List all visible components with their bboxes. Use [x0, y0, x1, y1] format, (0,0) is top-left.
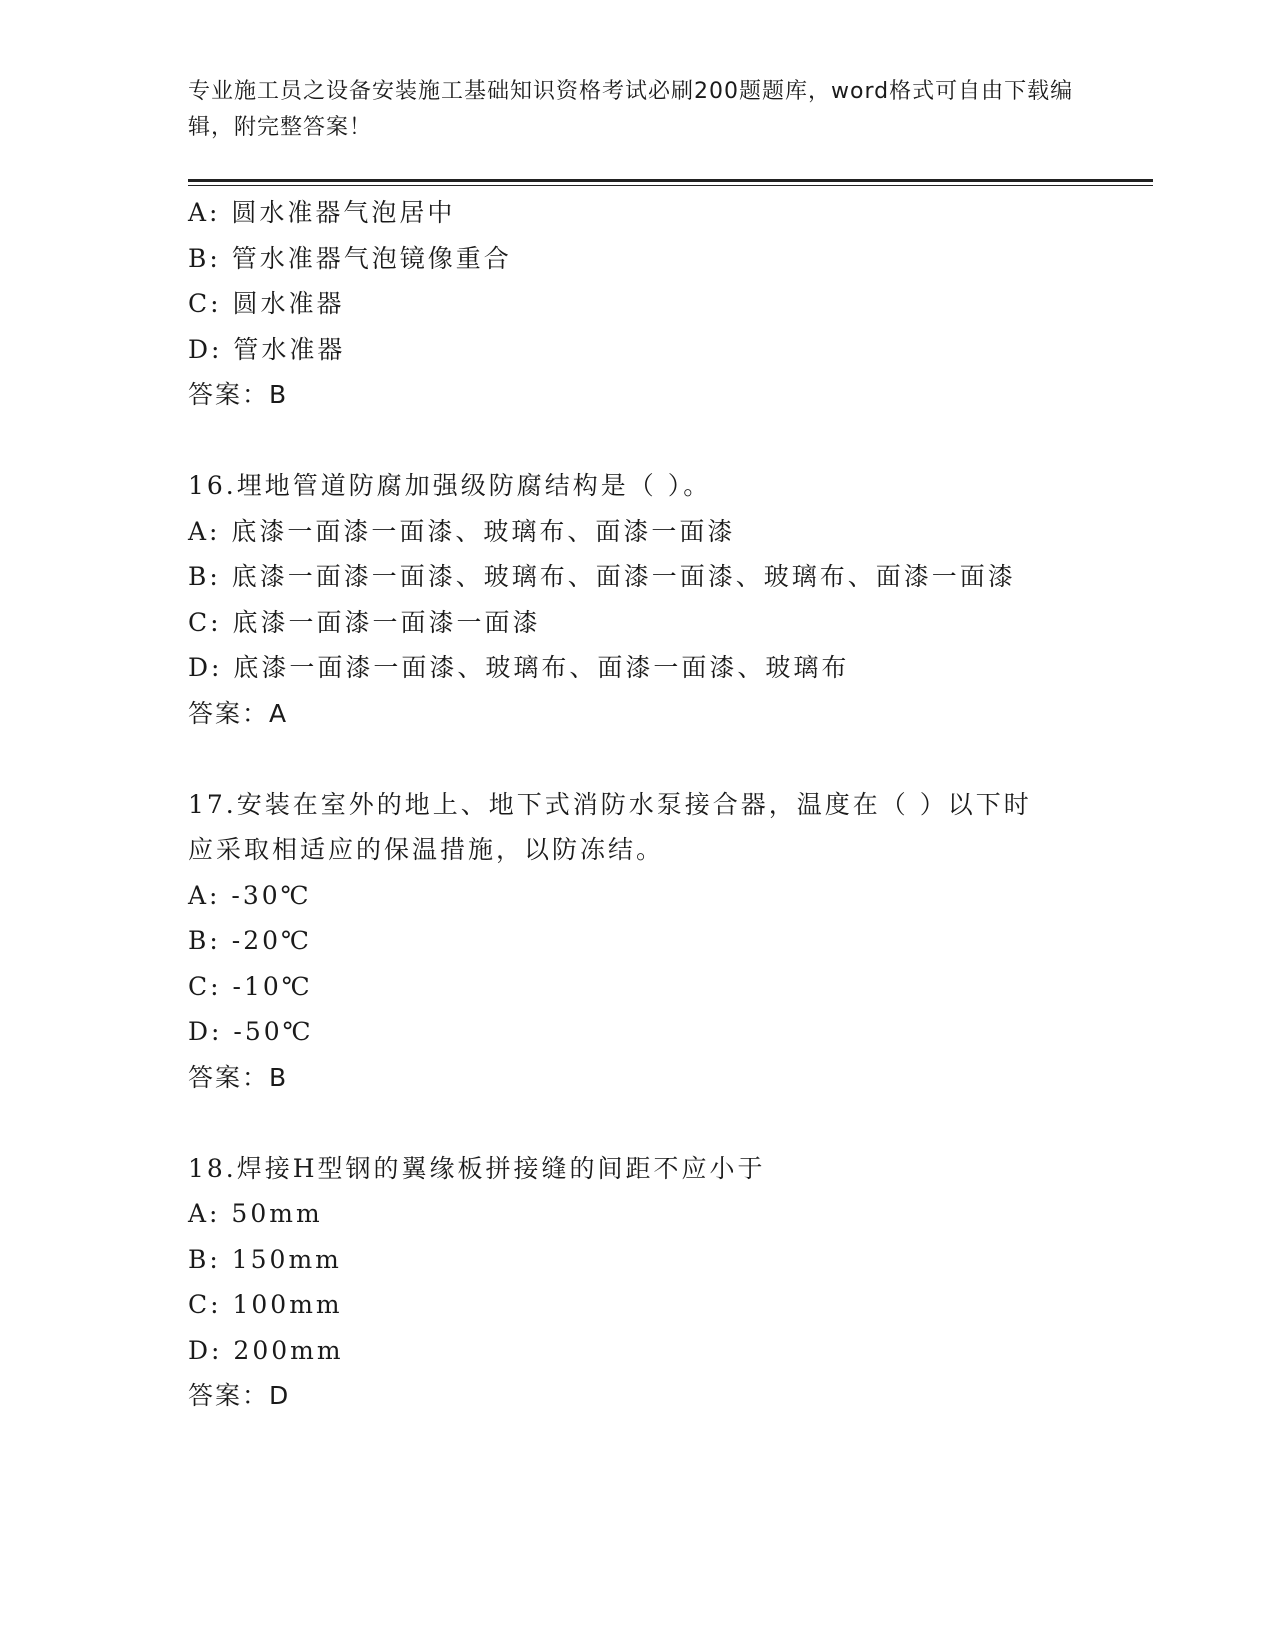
option-d: D: 管水准器 — [188, 334, 346, 364]
question-block-18 — [188, 1146, 1088, 1419]
option-d: D: -50℃ — [188, 1017, 314, 1046]
answer-label: 答案：B — [188, 380, 289, 409]
document-header: 专业施工员之设备安装施工基础知识资格考试必刷200题题库，word格式可自由下载编辑，附完整答案！ — [188, 79, 1074, 140]
option-b: B: 管水准器气泡镜像重合 — [188, 243, 512, 273]
answer-label: 答案：D — [188, 1381, 291, 1410]
option-b: B: 底漆一面漆一面漆、玻璃布、面漆一面漆、玻璃布、面漆一面漆 — [188, 562, 1016, 591]
option-c: C: 100mm — [188, 1290, 343, 1319]
option-a: A: -30℃ — [188, 880, 312, 910]
question-stem: 18.焊接H型钢的翼缘板拼接缝的间距不应小于 — [188, 1153, 766, 1183]
option-a: A: 圆水准器气泡居中 — [188, 198, 456, 227]
answer-label: 答案：B — [188, 1062, 289, 1092]
option-d: D: 底漆一面漆一面漆、玻璃布、面漆一面漆、玻璃布 — [188, 653, 850, 682]
option-c: C: -10℃ — [188, 971, 313, 1001]
question-block-15 — [188, 190, 1088, 418]
option-b: B: -20℃ — [188, 926, 312, 955]
question-block-17 — [188, 782, 1088, 1101]
option-c: C: 底漆一面漆一面漆一面漆 — [188, 607, 541, 637]
question-stem: 17.安装在室外的地上、地下式消防水泵接合器，温度在（ ）以下时应采取相适应的保温措施，以防冻结。 — [188, 789, 1032, 864]
option-a: A: 底漆一面漆一面漆、玻璃布、面漆一面漆 — [188, 516, 736, 546]
question-stem: 16.埋地管道防腐加强级防腐结构是（ ）。 — [188, 471, 712, 500]
option-d: D: 200mm — [188, 1335, 344, 1365]
option-b: B: 150mm — [188, 1244, 342, 1274]
header-divider-thick — [188, 179, 1153, 182]
answer-label: 答案：A — [188, 698, 289, 728]
option-a: A: 50mm — [188, 1199, 323, 1228]
header-divider-thin — [188, 185, 1153, 186]
option-c: C: 圆水准器 — [188, 289, 345, 318]
question-block-16 — [188, 463, 1088, 736]
question-list — [188, 190, 1088, 1419]
